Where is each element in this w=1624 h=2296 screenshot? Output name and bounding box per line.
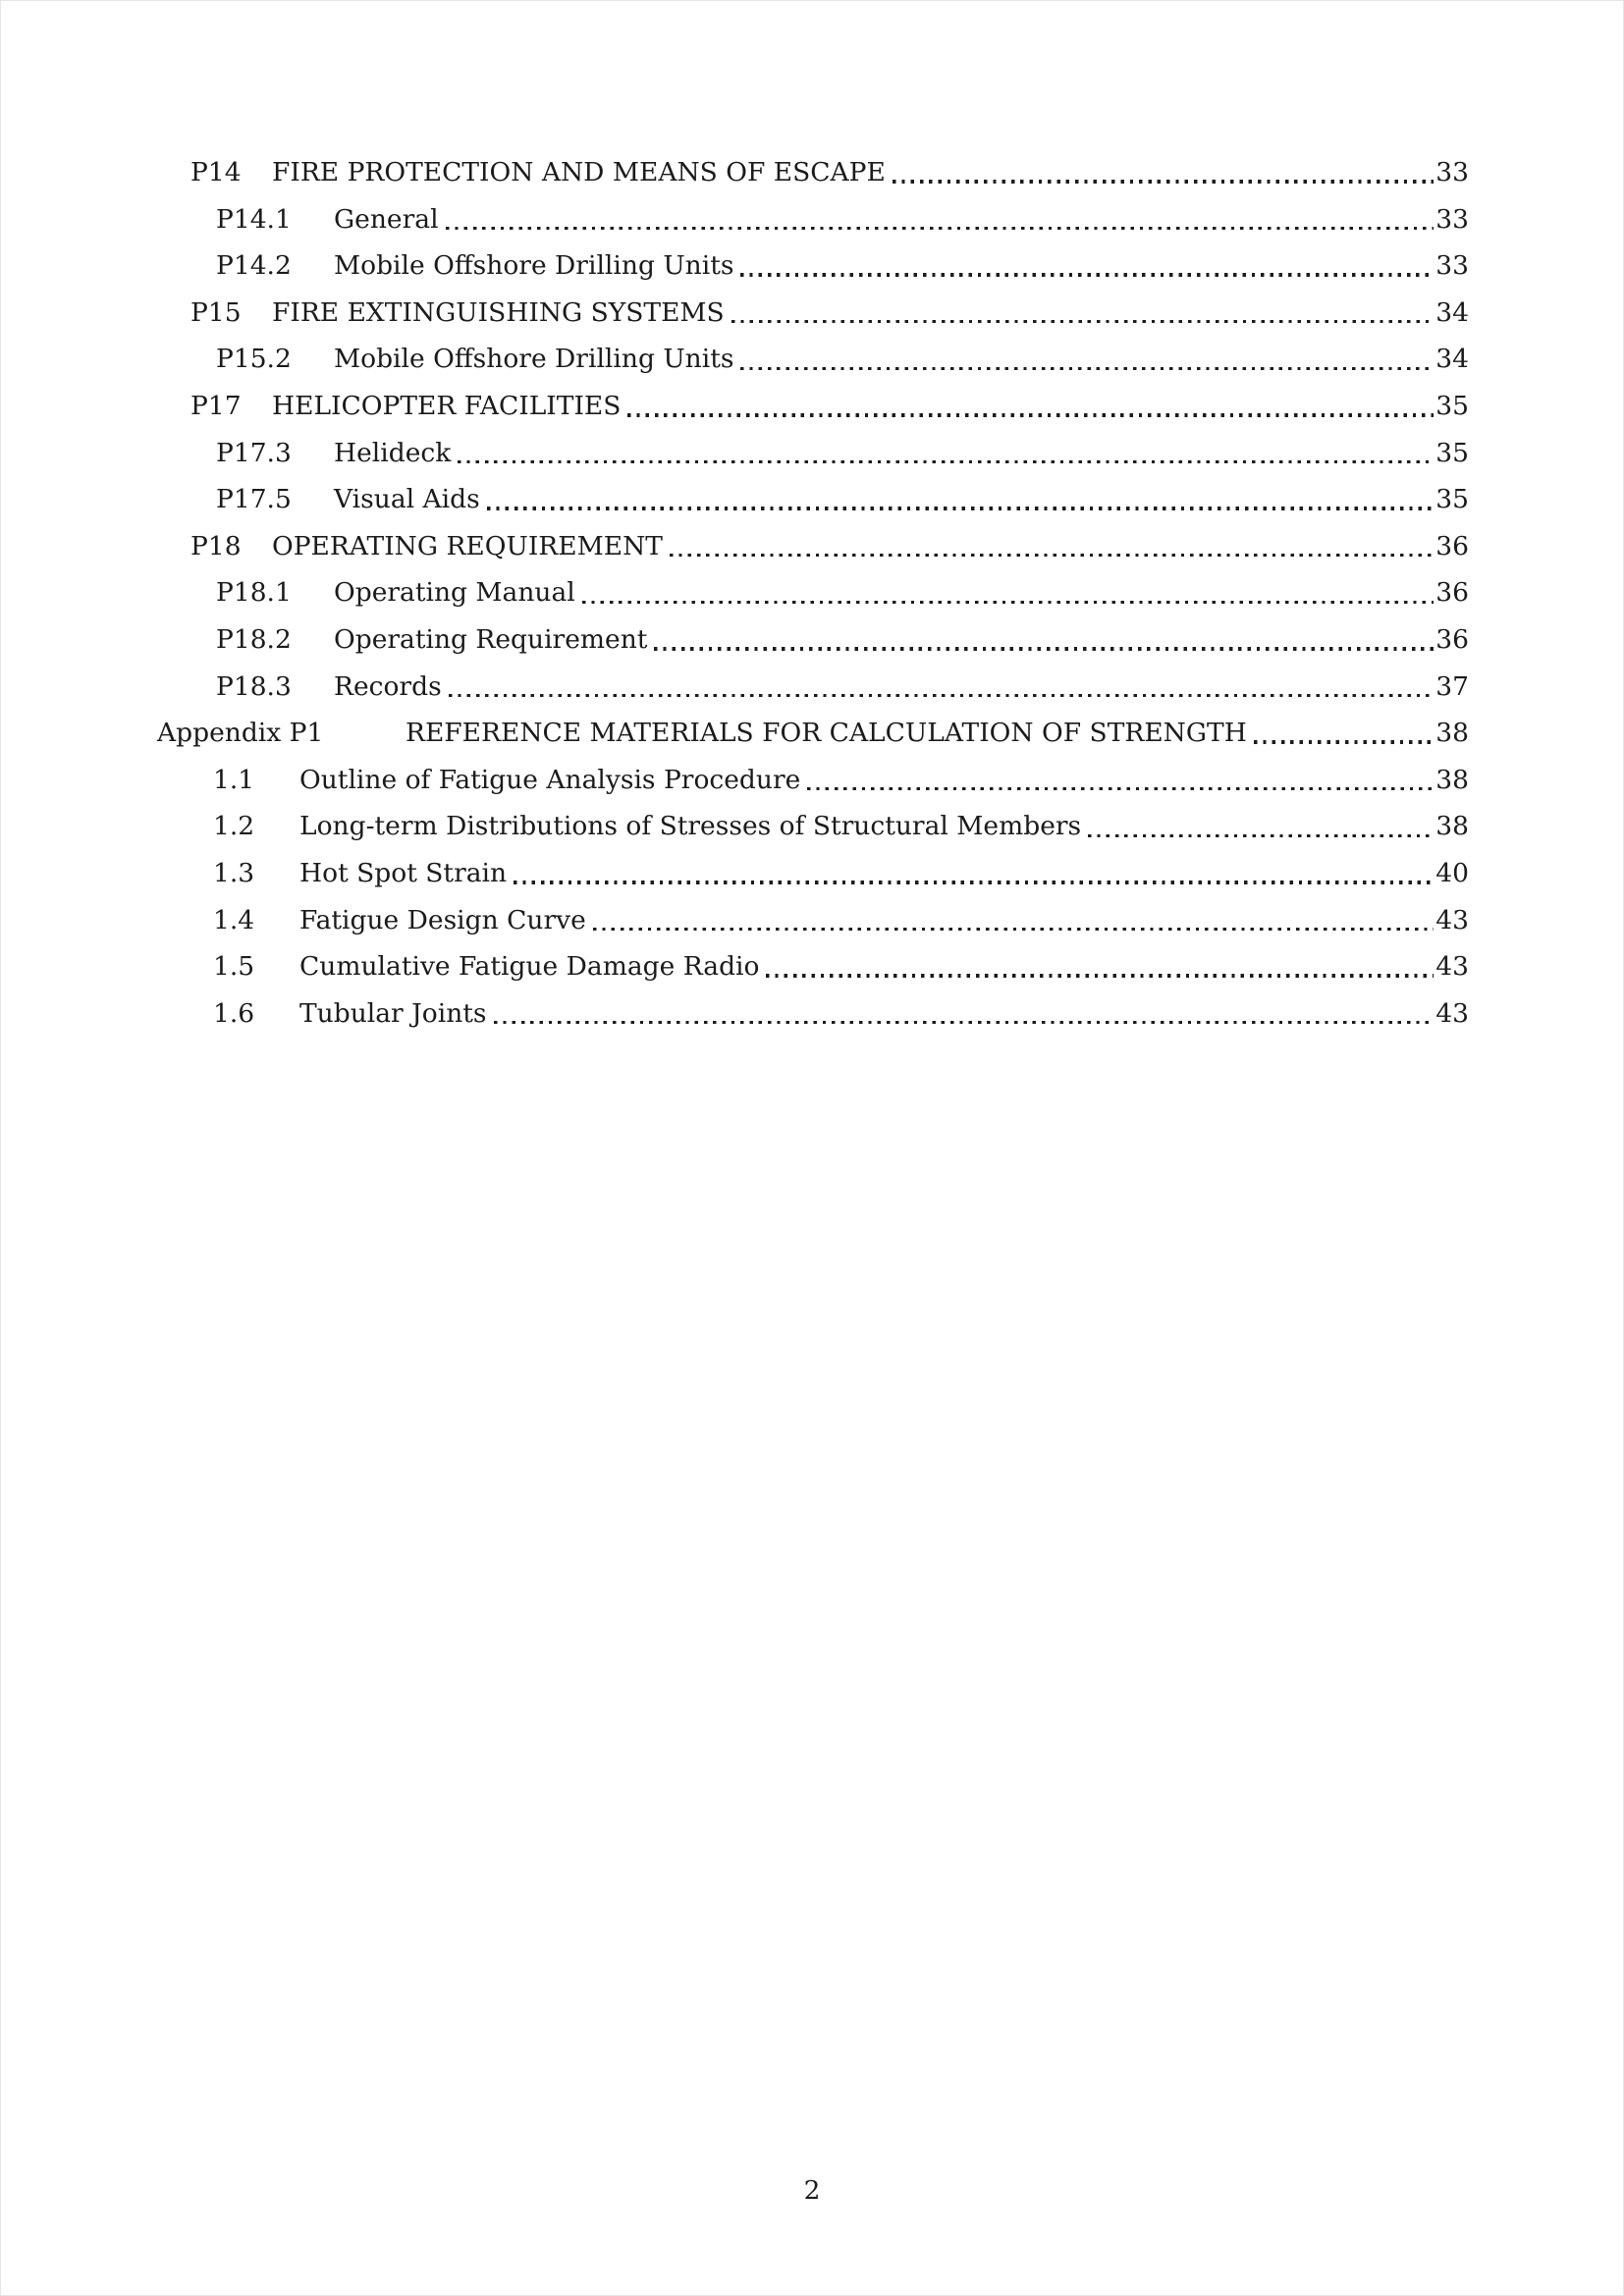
toc-entry-number: P17 [190, 390, 242, 421]
toc-entry [0, 149, 1624, 196]
toc-entry-number: P14.1 [216, 203, 292, 235]
toc-entry [0, 290, 1624, 337]
toc-entry-title: FIRE EXTINGUISHING SYSTEMS [272, 296, 725, 328]
toc-entry-page: 33 [1435, 157, 1469, 187]
dot-leader [449, 694, 1435, 697]
toc-entry-number: P15.2 [216, 344, 292, 375]
toc-entry-number: P17.3 [216, 437, 292, 468]
toc-entry [0, 990, 1624, 1038]
toc-entry-title: Operating Requirement [334, 623, 648, 655]
dot-leader [893, 180, 1434, 183]
dot-leader [514, 881, 1434, 883]
toc-entry-page: 35 [1435, 484, 1469, 515]
toc-entry-page: 38 [1435, 764, 1469, 795]
toc-entry-title: Mobile Offshore Drilling Units [334, 250, 734, 282]
dot-leader [627, 413, 1434, 416]
toc-entry [0, 897, 1624, 944]
toc-entry-page: 43 [1435, 951, 1469, 983]
toc-entry [0, 523, 1624, 570]
toc-entry-title: Long-term Distributions of Stresses of Structural Members [299, 811, 1082, 842]
toc-entry-title: Tubular Joints [299, 997, 487, 1029]
toc-entry-number: P18.3 [216, 670, 292, 702]
toc-entry [0, 476, 1624, 523]
dot-leader [731, 320, 1435, 323]
toc-entry-number: P14.2 [216, 250, 292, 282]
toc-entry-number: 1.6 [213, 997, 255, 1029]
toc-entry [0, 850, 1624, 897]
toc-entry-title: OPERATING REQUIREMENT [272, 530, 663, 561]
toc-entry-number: 1.4 [213, 904, 255, 935]
dot-leader [582, 601, 1435, 604]
toc-entry [0, 803, 1624, 850]
dot-leader [740, 273, 1434, 276]
toc-entry-number: 1.5 [213, 951, 255, 983]
toc-entry-page: 38 [1435, 718, 1469, 749]
toc-entry-title: General [334, 203, 439, 235]
footer-page-number: 2 [803, 2175, 821, 2206]
dot-leader [593, 928, 1434, 931]
toc-entry-title: HELICOPTER FACILITIES [272, 390, 622, 421]
toc-entry [0, 664, 1624, 711]
toc-entry-number: 1.3 [213, 857, 255, 888]
dot-leader [1088, 834, 1434, 837]
table-of-contents [0, 149, 1624, 1037]
toc-entry [0, 336, 1624, 383]
dot-leader [766, 974, 1434, 977]
toc-entry-number: 1.2 [213, 811, 255, 842]
toc-entry [0, 569, 1624, 616]
toc-entry [0, 710, 1624, 757]
toc-entry-title: Outline of Fatigue Analysis Procedure [299, 764, 801, 795]
toc-entry-number: P18.2 [216, 623, 292, 655]
toc-entry-title: Cumulative Fatigue Damage Radio [299, 951, 760, 983]
dot-leader [487, 507, 1435, 509]
dot-leader [670, 554, 1434, 557]
toc-entry-page: 43 [1435, 904, 1469, 935]
dot-leader [740, 367, 1434, 370]
toc-entry-page: 40 [1435, 857, 1469, 888]
toc-entry-title: FIRE PROTECTION AND MEANS OF ESCAPE [272, 157, 886, 187]
toc-entry-title: Helideck [334, 437, 452, 468]
toc-entry-title: Visual Aids [334, 484, 480, 515]
toc-entry-page: 33 [1435, 250, 1469, 282]
toc-entry-page: 36 [1435, 577, 1469, 609]
toc-entry-number: Appendix P1 [157, 718, 324, 749]
toc-entry-number: P17.5 [216, 484, 292, 515]
toc-entry-number: P14 [190, 157, 242, 187]
toc-entry-title: Operating Manual [334, 577, 575, 609]
toc-entry [0, 430, 1624, 477]
toc-entry [0, 196, 1624, 243]
toc-entry-page: 36 [1435, 530, 1469, 561]
dot-leader [807, 787, 1434, 790]
toc-entry [0, 757, 1624, 804]
toc-entry-page: 35 [1435, 390, 1469, 421]
toc-entry-number: P18 [190, 530, 242, 561]
toc-entry [0, 616, 1624, 664]
toc-entry-page: 36 [1435, 623, 1469, 655]
dot-leader [446, 227, 1435, 230]
toc-entry-page: 33 [1435, 203, 1469, 235]
toc-entry-page: 34 [1435, 344, 1469, 375]
toc-entry-title: Hot Spot Strain [299, 857, 508, 888]
toc-entry-title: Fatigue Design Curve [299, 904, 586, 935]
toc-entry-number: P18.1 [216, 577, 292, 609]
toc-entry [0, 943, 1624, 990]
toc-entry-page: 35 [1435, 437, 1469, 468]
toc-entry-page: 37 [1435, 670, 1469, 702]
dot-leader [494, 1021, 1435, 1024]
dot-leader [1254, 740, 1434, 743]
toc-entry-title: Mobile Offshore Drilling Units [334, 344, 734, 375]
dot-leader [458, 460, 1434, 463]
toc-entry-title: REFERENCE MATERIALS FOR CALCULATION OF STRENGTH [406, 718, 1247, 749]
toc-entry-page: 38 [1435, 811, 1469, 842]
toc-entry-page: 34 [1435, 296, 1469, 328]
dot-leader [654, 647, 1434, 650]
toc-entry-page: 43 [1435, 997, 1469, 1029]
toc-entry [0, 383, 1624, 430]
toc-entry-number: 1.1 [213, 764, 255, 795]
toc-entry-title: Records [334, 670, 442, 702]
toc-entry-number: P15 [190, 296, 242, 328]
toc-entry [0, 242, 1624, 290]
